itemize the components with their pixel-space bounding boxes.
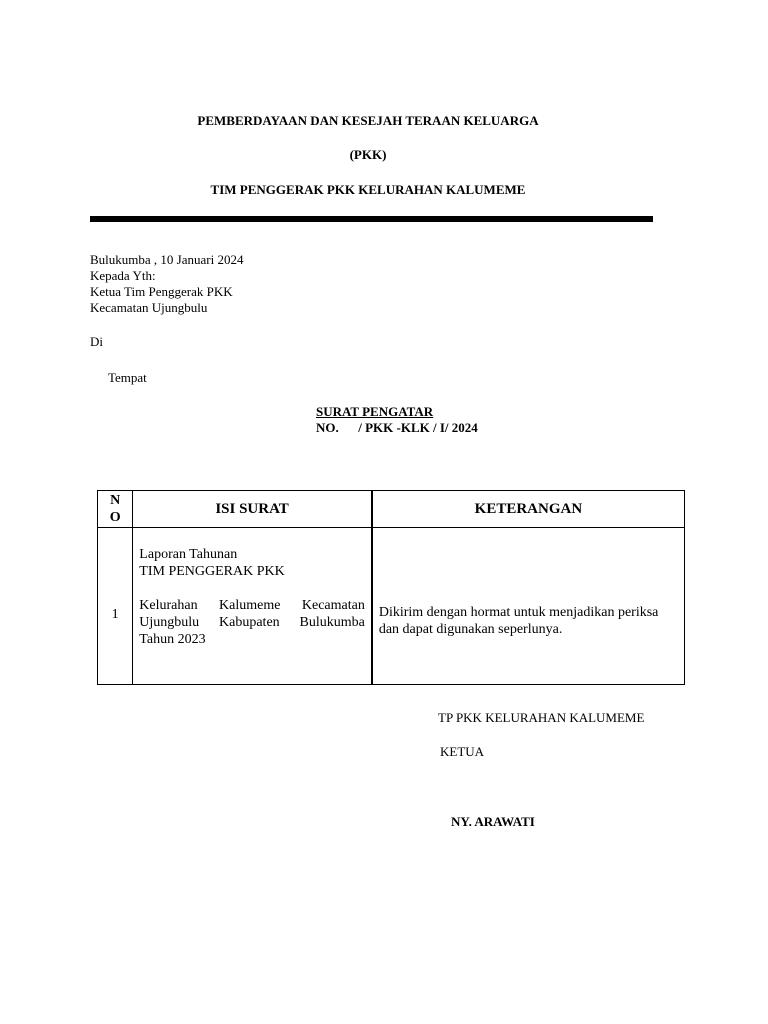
org-heading: PEMBERDAYAAN DAN KESEJAH TERAAN KELUARGA <box>197 113 539 128</box>
header-no-line2: O <box>109 510 121 525</box>
recipient-district: Kecamatan Ujungbulu <box>90 300 208 315</box>
isi-line-2: TIM PENGGERAK PKK <box>139 564 285 579</box>
letter-title: SURAT PENGATAR <box>316 404 434 419</box>
keterangan-text: Dikirim dengan hormat untuk menjadikan periksa dan dapat digunakan seperlunya. <box>378 605 659 637</box>
letter-contents-table <box>97 490 685 685</box>
tempat-label: Tempat <box>108 370 147 385</box>
row-isi-surat <box>133 528 372 685</box>
place-date: Bulukumba , 10 Januari 2024 <box>90 252 244 267</box>
di-label: Di <box>90 334 103 349</box>
header-no <box>98 491 133 528</box>
isi-line-1: Laporan Tahunan <box>139 547 238 562</box>
team-heading: TIM PENGGERAK PKK KELURAHAN KALUMEME <box>210 182 526 197</box>
isi-detail: Kelurahan Kalumeme Kecamatan Ujungbulu Kabupaten Bulukumba Tahun 2023 <box>139 598 365 647</box>
row-number: 1 <box>98 528 133 685</box>
header-divider <box>90 216 653 222</box>
signature-role: KETUA <box>440 744 485 759</box>
table-header-row <box>98 491 685 528</box>
header-keterangan: KETERANGAN <box>372 491 685 528</box>
row-keterangan <box>372 528 685 685</box>
signatory-name: NY. ARAWATI <box>451 814 535 829</box>
addressee-label: Kepada Yth: <box>90 268 156 283</box>
letter-number: NO. / PKK -KLK / I/ 2024 <box>316 420 478 435</box>
table-row <box>98 528 685 685</box>
signature-org: TP PKK KELURAHAN KALUMEME <box>438 710 645 725</box>
recipient: Ketua Tim Penggerak PKK <box>90 284 233 299</box>
header-isi-surat: ISI SURAT <box>133 491 372 528</box>
header-no-line1: N <box>110 493 121 508</box>
org-abbreviation: (PKK) <box>349 147 387 162</box>
